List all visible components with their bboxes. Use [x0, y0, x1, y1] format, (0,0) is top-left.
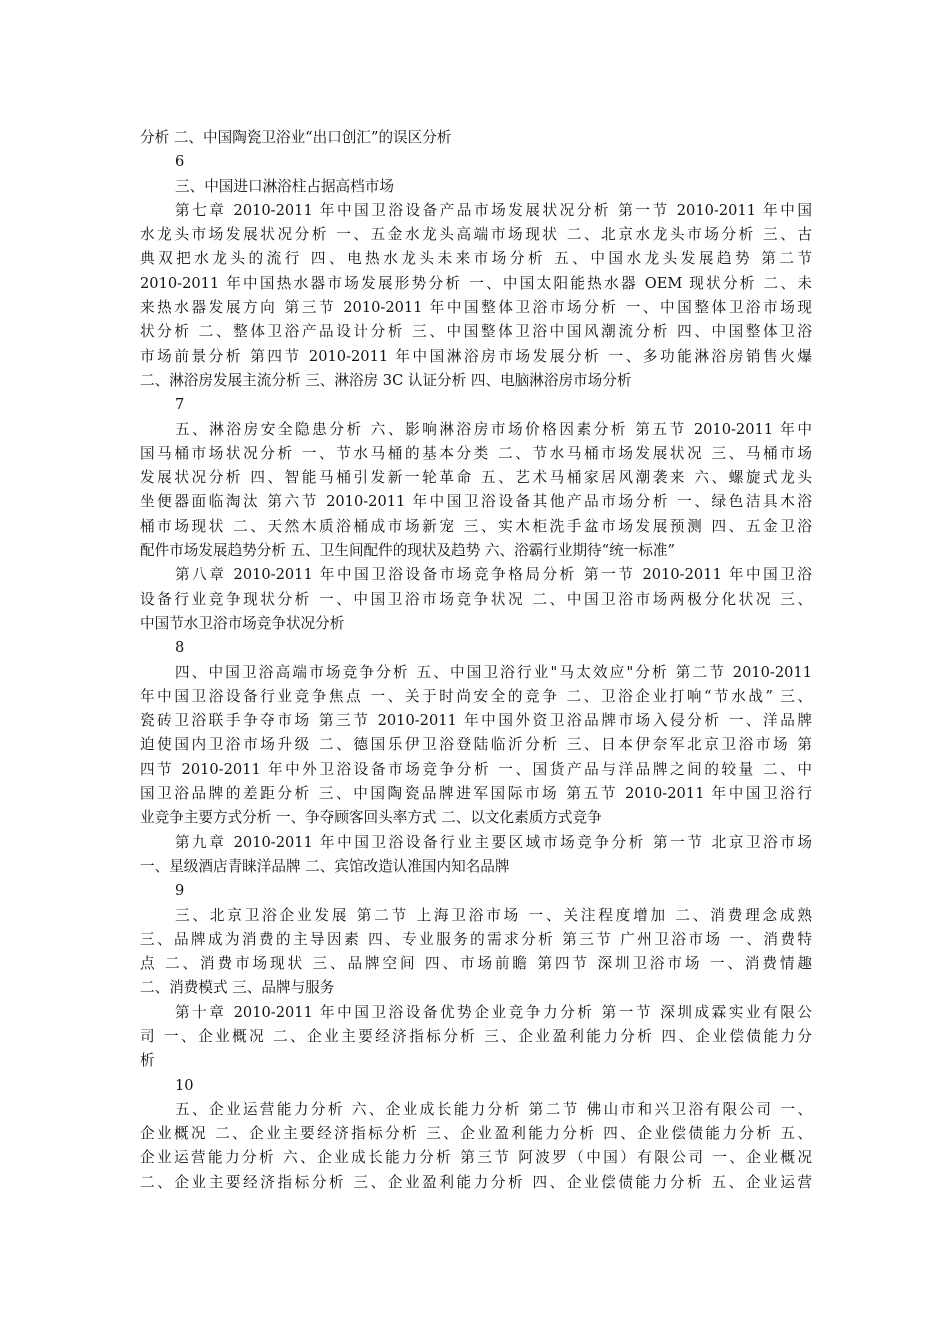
text-line: 典双把水龙头的流行 四、电热水龙头未来市场分析 五、中国水龙头发展趋势 第二节 [140, 250, 812, 268]
text-line: 三、中国进口淋浴柱占据高档市场 [175, 177, 394, 195]
text-line: 四节 2010-2011 年中外卫浴设备市场竞争分析 一、国货产品与洋品牌之间的较量 二、中 [140, 760, 812, 778]
text-line: 析 [140, 1052, 155, 1070]
text-line: 桶市场现状 二、天然木质浴桶成市场新宠 三、实木柜洗手盆市场发展预测 四、五金卫浴 [140, 517, 812, 535]
page-number: 8 [175, 639, 185, 657]
text-line: 点 二、消费市场现状 三、品牌空间 四、市场前瞻 第四节 深圳卫浴市场 一、消费情趣 [140, 955, 812, 973]
page-number: 9 [175, 882, 185, 900]
text-line: 一、星级酒店青睐洋品牌 二、宾馆改造认准国内知名品牌 [140, 857, 510, 875]
text-line: 国马桶市场状况分析 一、节水马桶的基本分类 二、节水马桶市场发展状况 三、马桶市场 [140, 444, 812, 462]
text-line: 五、企业运营能力分析 六、企业成长能力分析 第二节 佛山市和兴卫浴有限公司 一、 [175, 1100, 812, 1118]
text-line: 市场前景分析 第四节 2010-2011 年中国淋浴房市场发展分析 一、多功能淋浴房销售火爆 [140, 347, 812, 365]
text-line: 发展状况分析 四、智能马桶引发新一轮革命 五、艺术马桶家居风潮袭来 六、螺旋式龙头 [140, 469, 812, 487]
text-line: 企业概况 二、企业主要经济指标分析 三、企业盈利能力分析 四、企业偿债能力分析 五、 [140, 1125, 812, 1143]
text-line: 中国节水卫浴市场竞争状况分析 [140, 614, 345, 632]
page-number: 6 [175, 153, 185, 171]
text-line: 2010-2011 年中国热水器市场发展形势分析 一、中国太阳能热水器 OEM 现状分析 二、未 [140, 274, 812, 292]
text-line: 司 一、企业概况 二、企业主要经济指标分析 三、企业盈利能力分析 四、企业偿债能力分 [140, 1027, 812, 1045]
text-line: 第七章 2010-2011 年中国卫浴设备产品市场发展状况分析 第一节 2010-2011 年中国 [175, 201, 812, 219]
text-line: 四、中国卫浴高端市场竞争分析 五、中国卫浴行业"马太效应"分析 第二节 2010-2011 [175, 663, 812, 681]
text-line: 瓷砖卫浴联手争夺市场 第三节 2010-2011 年中国外资卫浴品牌市场入侵分析 一、洋品牌 [140, 712, 812, 730]
text-line: 设备行业竞争现状分析 一、中国卫浴市场竞争状况 二、中国卫浴市场两极分化状况 三、 [140, 590, 812, 608]
text-line: 二、企业主要经济指标分析 三、企业盈利能力分析 四、企业偿债能力分析 五、企业运营 [140, 1173, 812, 1191]
text-line: 二、消费模式 三、品牌与服务 [140, 979, 335, 997]
page-number: 7 [175, 396, 185, 414]
text-line: 第九章 2010-2011 年中国卫浴设备行业主要区域市场竞争分析 第一节 北京卫浴市场 [175, 833, 812, 851]
text-line: 三、品牌成为消费的主导因素 四、专业服务的需求分析 第三节 广州卫浴市场 一、消费特 [140, 930, 812, 948]
text-line: 状分析 二、整体卫浴产品设计分析 三、中国整体卫浴中国风潮流分析 四、中国整体卫浴 [140, 323, 812, 341]
text-line: 企业运营能力分析 六、企业成长能力分析 第三节 阿波罗（中国）有限公司 一、企业概况 [140, 1149, 812, 1167]
text-line: 水龙头市场发展状况分析 一、五金水龙头高端市场现状 二、北京水龙头市场分析 三、古 [140, 226, 812, 244]
text-line: 年中国卫浴设备行业竞争焦点 一、关于时尚安全的竞争 二、卫浴企业打响“节水战” 三、 [140, 687, 812, 705]
text-line: 五、淋浴房安全隐患分析 六、影响淋浴房市场价格因素分析 第五节 2010-2011 年中 [175, 420, 812, 438]
text-line: 迫使国内卫浴市场升级 二、德国乐伊卫浴登陆临沂分析 三、日本伊奈军北京卫浴市场 第 [140, 736, 812, 754]
text-line: 国卫浴品牌的差距分析 三、中国陶瓷品牌进军国际市场 第五节 2010-2011 年中国卫浴行 [140, 785, 812, 803]
page-number: 10 [175, 1076, 194, 1094]
text-line: 业竞争主要方式分析 一、争夺顾客回头率方式 二、以文化素质方式竞争 [140, 809, 602, 827]
text-line: 分析 二、中国陶瓷卫浴业“出口创汇”的误区分析 [140, 129, 452, 146]
text-line: 三、北京卫浴企业发展 第二节 上海卫浴市场 一、关注程度增加 二、消费理念成熟 [175, 906, 812, 924]
text-line: 第十章 2010-2011 年中国卫浴设备优势企业竞争力分析 第一节 深圳成霖实业有限公 [175, 1003, 812, 1021]
text-line: 配件市场发展趋势分析 五、卫生间配件的现状及趋势 六、浴霸行业期待“统一标准” [140, 542, 675, 560]
text-line: 二、淋浴房发展主流分析 三、淋浴房 3C 认证分析 四、电脑淋浴房市场分析 [140, 371, 632, 389]
document-page [140, 126, 812, 1195]
text-line: 来热水器发展方向 第三节 2010-2011 年中国整体卫浴市场分析 一、中国整体卫浴市场现 [140, 299, 812, 317]
text-line: 坐便器面临淘汰 第六节 2010-2011 年中国卫浴设备其他产品市场分析 一、绿色洁具木浴 [140, 493, 812, 511]
text-line: 第八章 2010-2011 年中国卫浴设备市场竞争格局分析 第一节 2010-2011 年中国卫浴 [175, 566, 812, 584]
